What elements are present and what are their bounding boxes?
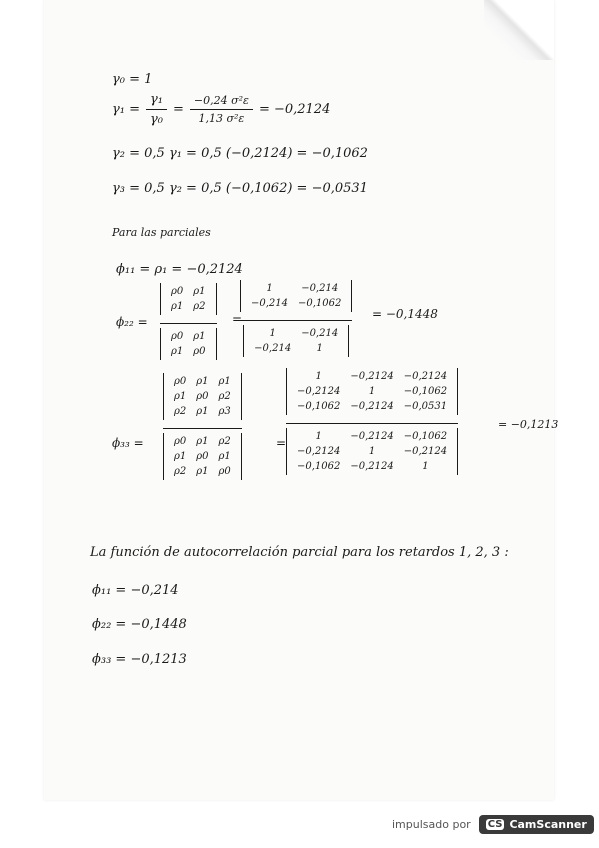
matrix-cell: −0,1062 (297, 401, 341, 412)
matrix-cell: ρ0 (171, 331, 184, 342)
matrix-cell: −0,2124 (350, 461, 394, 472)
matrix-cell: ρ0 (196, 391, 209, 402)
matrix-cell: ρ1 (196, 376, 209, 387)
powered-by-text: impulsado por (392, 818, 471, 831)
matrix-cell: −0,2124 (403, 371, 448, 382)
matrix-cell: 1 (266, 283, 273, 294)
phi-33-numeric-numerator-det (286, 368, 458, 415)
gamma-0-line: γ₀ = 1 (112, 72, 153, 87)
phi-11-line: ϕ₁₁ = ρ₁ = −0,2124 (116, 262, 243, 277)
gamma-1-lhs: γ₁ = (112, 102, 141, 117)
matrix-cell: ρ1 (196, 406, 209, 417)
phi-33-symbolic-numerator-det (163, 373, 242, 420)
phi-22-symbolic-numerator-det (160, 283, 217, 315)
matrix-cell: −0,2124 (403, 446, 448, 457)
matrix-cell: ρ0 (174, 376, 187, 387)
camscanner-brand: CamScanner (509, 818, 587, 831)
matrix-cell: −0,214 (301, 283, 339, 294)
gamma-ratio-denominator: γ₀ (150, 112, 163, 127)
phi-22-numeric-fraction (240, 280, 352, 361)
matrix-cell: ρ0 (193, 346, 206, 357)
sigma-fraction-numerator: −0,24 σ²ε (190, 94, 253, 110)
matrix-cell: ρ2 (174, 466, 187, 477)
phi-33-numeric-denominator-det (286, 428, 458, 475)
sigma-fraction-denominator: 1,13 σ²ε (198, 112, 245, 125)
phi-22-numeric-numerator-det (240, 280, 352, 312)
matrix-cell: −0,214 (251, 298, 289, 309)
matrix-cell: ρ1 (196, 436, 209, 447)
matrix-cell: ρ1 (174, 391, 187, 402)
matrix-cell: −0,1062 (403, 431, 448, 442)
camscanner-logo (479, 815, 594, 834)
matrix-cell: ρ1 (218, 451, 231, 462)
matrix-cell: ρ2 (193, 301, 206, 312)
page-fold-corner (484, 0, 554, 60)
gamma-2-line: γ₂ = 0,5 γ₁ = 0,5 (−0,2124) = −0,1062 (112, 146, 368, 161)
matrix-cell: −0,0531 (403, 401, 448, 412)
matrix-cell: ρ1 (174, 451, 187, 462)
gamma-ratio-fraction (146, 92, 167, 127)
phi-33-result: = −0,1213 (498, 418, 559, 431)
matrix-cell: 1 (315, 431, 322, 442)
phi-22-result: = −0,1448 (372, 307, 438, 321)
matrix-cell: −0,1062 (297, 461, 341, 472)
phi-33-equals-sign: = (276, 436, 287, 450)
matrix-cell: 1 (315, 371, 322, 382)
gamma-3-line: γ₃ = 0,5 γ₂ = 0,5 (−0,1062) = −0,0531 (112, 181, 368, 196)
gamma-1-line (112, 92, 330, 127)
matrix-cell: −0,2124 (297, 446, 341, 457)
matrix-cell: ρ1 (218, 376, 231, 387)
matrix-cell: ρ1 (171, 346, 184, 357)
section-heading-parciales: Para las parciales (112, 226, 211, 239)
phi-22-symbolic-denominator-det (160, 328, 217, 360)
gamma-ratio-numerator: γ₁ (146, 92, 167, 110)
sigma-fraction (190, 94, 253, 125)
matrix-cell: 1 (422, 461, 429, 472)
matrix-cell: −0,2124 (297, 386, 341, 397)
matrix-cell: 1 (316, 343, 323, 354)
matrix-cell: ρ3 (218, 406, 231, 417)
matrix-cell: ρ1 (196, 466, 209, 477)
phi-33-numeric-fraction (286, 368, 458, 479)
matrix-cell: ρ2 (218, 436, 231, 447)
camscanner-mark-icon: CS (487, 819, 503, 830)
conclusion-sentence: La función de autocorrelación parcial para los retardos 1, 2, 3 : (90, 545, 509, 560)
matrix-cell: −0,214 (301, 328, 339, 339)
matrix-cell: 1 (368, 386, 376, 397)
matrix-cell: −0,1062 (298, 298, 342, 309)
matrix-cell: ρ1 (193, 286, 206, 297)
matrix-cell: ρ0 (174, 436, 187, 447)
matrix-cell: ρ0 (171, 286, 184, 297)
phi-22-lhs: ϕ₂₂ = (116, 315, 148, 329)
matrix-cell: 1 (368, 446, 376, 457)
matrix-cell: ρ0 (196, 451, 209, 462)
matrix-cell: ρ2 (218, 391, 231, 402)
matrix-cell: ρ2 (174, 406, 187, 417)
matrix-cell: ρ1 (193, 331, 206, 342)
phi-22-symbolic-fraction (160, 283, 217, 364)
gamma-1-result: = −0,2124 (258, 102, 331, 117)
phi-33-lhs: ϕ₃₃ = (112, 436, 144, 450)
matrix-cell: −0,214 (254, 343, 292, 354)
matrix-cell: −0,1062 (403, 386, 448, 397)
phi-22-numeric-denominator-det (243, 325, 349, 357)
matrix-cell: −0,2124 (350, 431, 394, 442)
matrix-cell: ρ1 (171, 301, 184, 312)
phi-33-symbolic-fraction (163, 373, 242, 484)
matrix-cell: −0,2124 (350, 371, 394, 382)
matrix-cell: −0,2124 (350, 401, 394, 412)
result-phi-22: ϕ₂₂ = −0,1448 (92, 617, 187, 632)
result-phi-33: ϕ₃₃ = −0,1213 (92, 652, 187, 667)
phi-33-symbolic-denominator-det (163, 433, 242, 480)
gamma-1-equals: = (173, 102, 184, 117)
scanner-watermark (392, 815, 594, 834)
matrix-cell: ρ0 (218, 466, 231, 477)
matrix-cell: 1 (269, 328, 276, 339)
result-phi-11: ϕ₁₁ = −0,214 (92, 583, 179, 598)
phi-22-equals-sign: = (232, 312, 243, 326)
